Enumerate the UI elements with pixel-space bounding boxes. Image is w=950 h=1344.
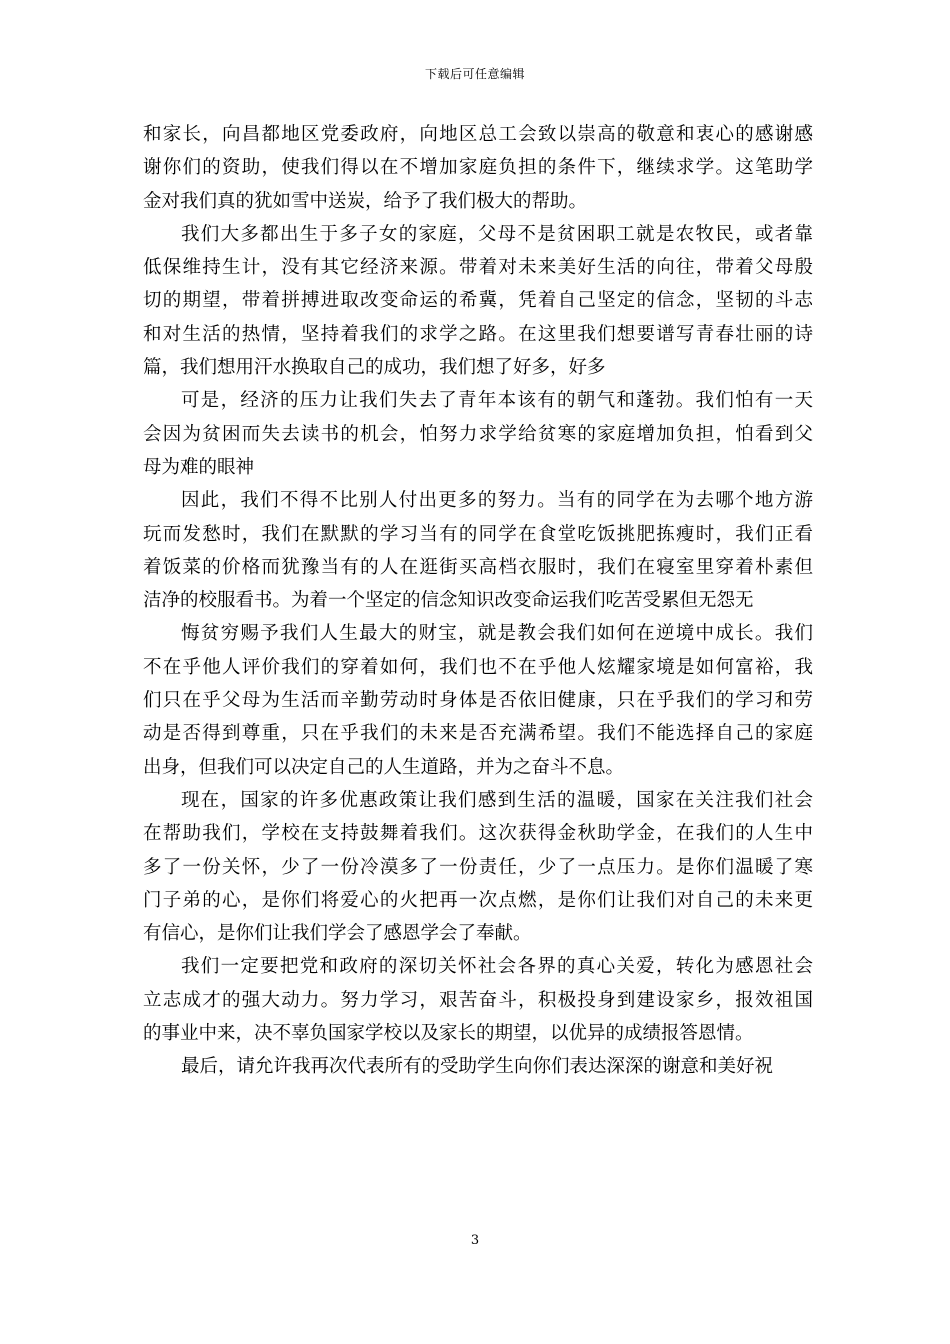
text-line: 在帮助我们，学校在支持鼓舞着我们。这次获得金秋助学金，在我们的人生中 bbox=[143, 823, 813, 845]
text-line: 和家长，向昌都地区党委政府，向地区总工会致以崇高的敬意和衷心的感谢感 bbox=[143, 124, 813, 145]
text-line: 可是，经济的压力让我们失去了青年本该有的朝气和蓬勃。我们怕有一天 bbox=[181, 390, 813, 412]
text-line: 低保维持生计，没有其它经济来源。带着对未来美好生活的向往，带着父母殷 bbox=[143, 257, 813, 279]
text-line: 多了一份关怀，少了一份冷漠多了一份责任，少了一点压力。是你们温暖了寒 bbox=[143, 856, 813, 878]
text-line: 洁净的校服看书。为着一个坚定的信念知识改变命运我们吃苦受累但无怨无 bbox=[143, 590, 754, 612]
text-line: 切的期望，带着拼搏进取改变命运的希冀，凭着自己坚定的信念，坚韧的斗志 bbox=[143, 290, 813, 312]
text-line: 们只在乎父母为生活而辛勤劳动时身体是否依旧健康，只在乎我们的学习和劳 bbox=[143, 690, 813, 712]
page-number: 3 bbox=[470, 1233, 480, 1248]
text-line: 最后，请允许我再次代表所有的受助学生向你们表达深深的谢意和美好祝 bbox=[181, 1056, 774, 1078]
text-line: 玩而发愁时，我们在默默的学习当有的同学在食堂吃饭挑肥拣瘦时，我们正看 bbox=[143, 523, 813, 545]
text-line: 金对我们真的犹如雪中送炭，给予了我们极大的帮助。 bbox=[143, 190, 588, 212]
text-line: 谢你们的资助，使我们得以在不增加家庭负担的条件下，继续求学。这笔助学 bbox=[143, 157, 813, 179]
page-header: 下载后可任意编辑 bbox=[424, 67, 525, 81]
text-line: 和对生活的热情，坚持着我们的求学之路。在这里我们想要谱写青春壮丽的诗 bbox=[143, 323, 813, 345]
text-line: 悔贫穷赐予我们人生最大的财宝，就是教会我们如何在逆境中成长。我们 bbox=[181, 623, 813, 645]
text-line: 篇，我们想用汗水换取自己的成功，我们想了好多，好多 bbox=[143, 357, 606, 379]
text-line: 不在乎他人评价我们的穿着如何，我们也不在乎他人炫耀家境是如何富裕，我 bbox=[143, 656, 813, 678]
text-line: 门子弟的心，是你们将爱心的火把再一次点燃，是你们让我们对自己的未来更 bbox=[143, 889, 813, 911]
text-line: 有信心，是你们让我们学会了感恩学会了奉献。 bbox=[143, 923, 532, 945]
text-line: 出身，但我们可以决定自己的人生道路，并为之奋斗不息。 bbox=[143, 756, 625, 778]
text-line: 的事业中来，决不辜负国家学校以及家长的期望，以优异的成绩报答恩情。 bbox=[143, 1023, 754, 1045]
text-line: 因此，我们不得不比别人付出更多的努力。当有的同学在为去哪个地方游 bbox=[181, 490, 813, 512]
text-line: 会因为贫困而失去读书的机会，怕努力求学给贫寒的家庭增加负担，怕看到父 bbox=[143, 423, 813, 445]
text-line: 我们一定要把党和政府的深切关怀社会各界的真心关爱，转化为感恩社会 bbox=[181, 956, 813, 978]
text-line: 动是否得到尊重，只在乎我们的未来是否充满希望。我们不能选择自己的家庭 bbox=[143, 723, 813, 745]
text-line: 母为难的眼神 bbox=[143, 456, 255, 478]
text-line: 我们大多都出生于多子女的家庭，父母不是贫困职工就是农牧民，或者靠 bbox=[181, 223, 813, 245]
text-line: 着饭菜的价格而犹豫当有的人在逛街买高档衣服时，我们在寝室里穿着朴素但 bbox=[143, 556, 813, 578]
text-line: 现在，国家的许多优惠政策让我们感到生活的温暖，国家在关注我们社会 bbox=[181, 789, 813, 811]
text-line: 立志成才的强大动力。努力学习，艰苦奋斗，积极投身到建设家乡，报效祖国 bbox=[143, 989, 813, 1011]
document-body bbox=[143, 118, 813, 1084]
